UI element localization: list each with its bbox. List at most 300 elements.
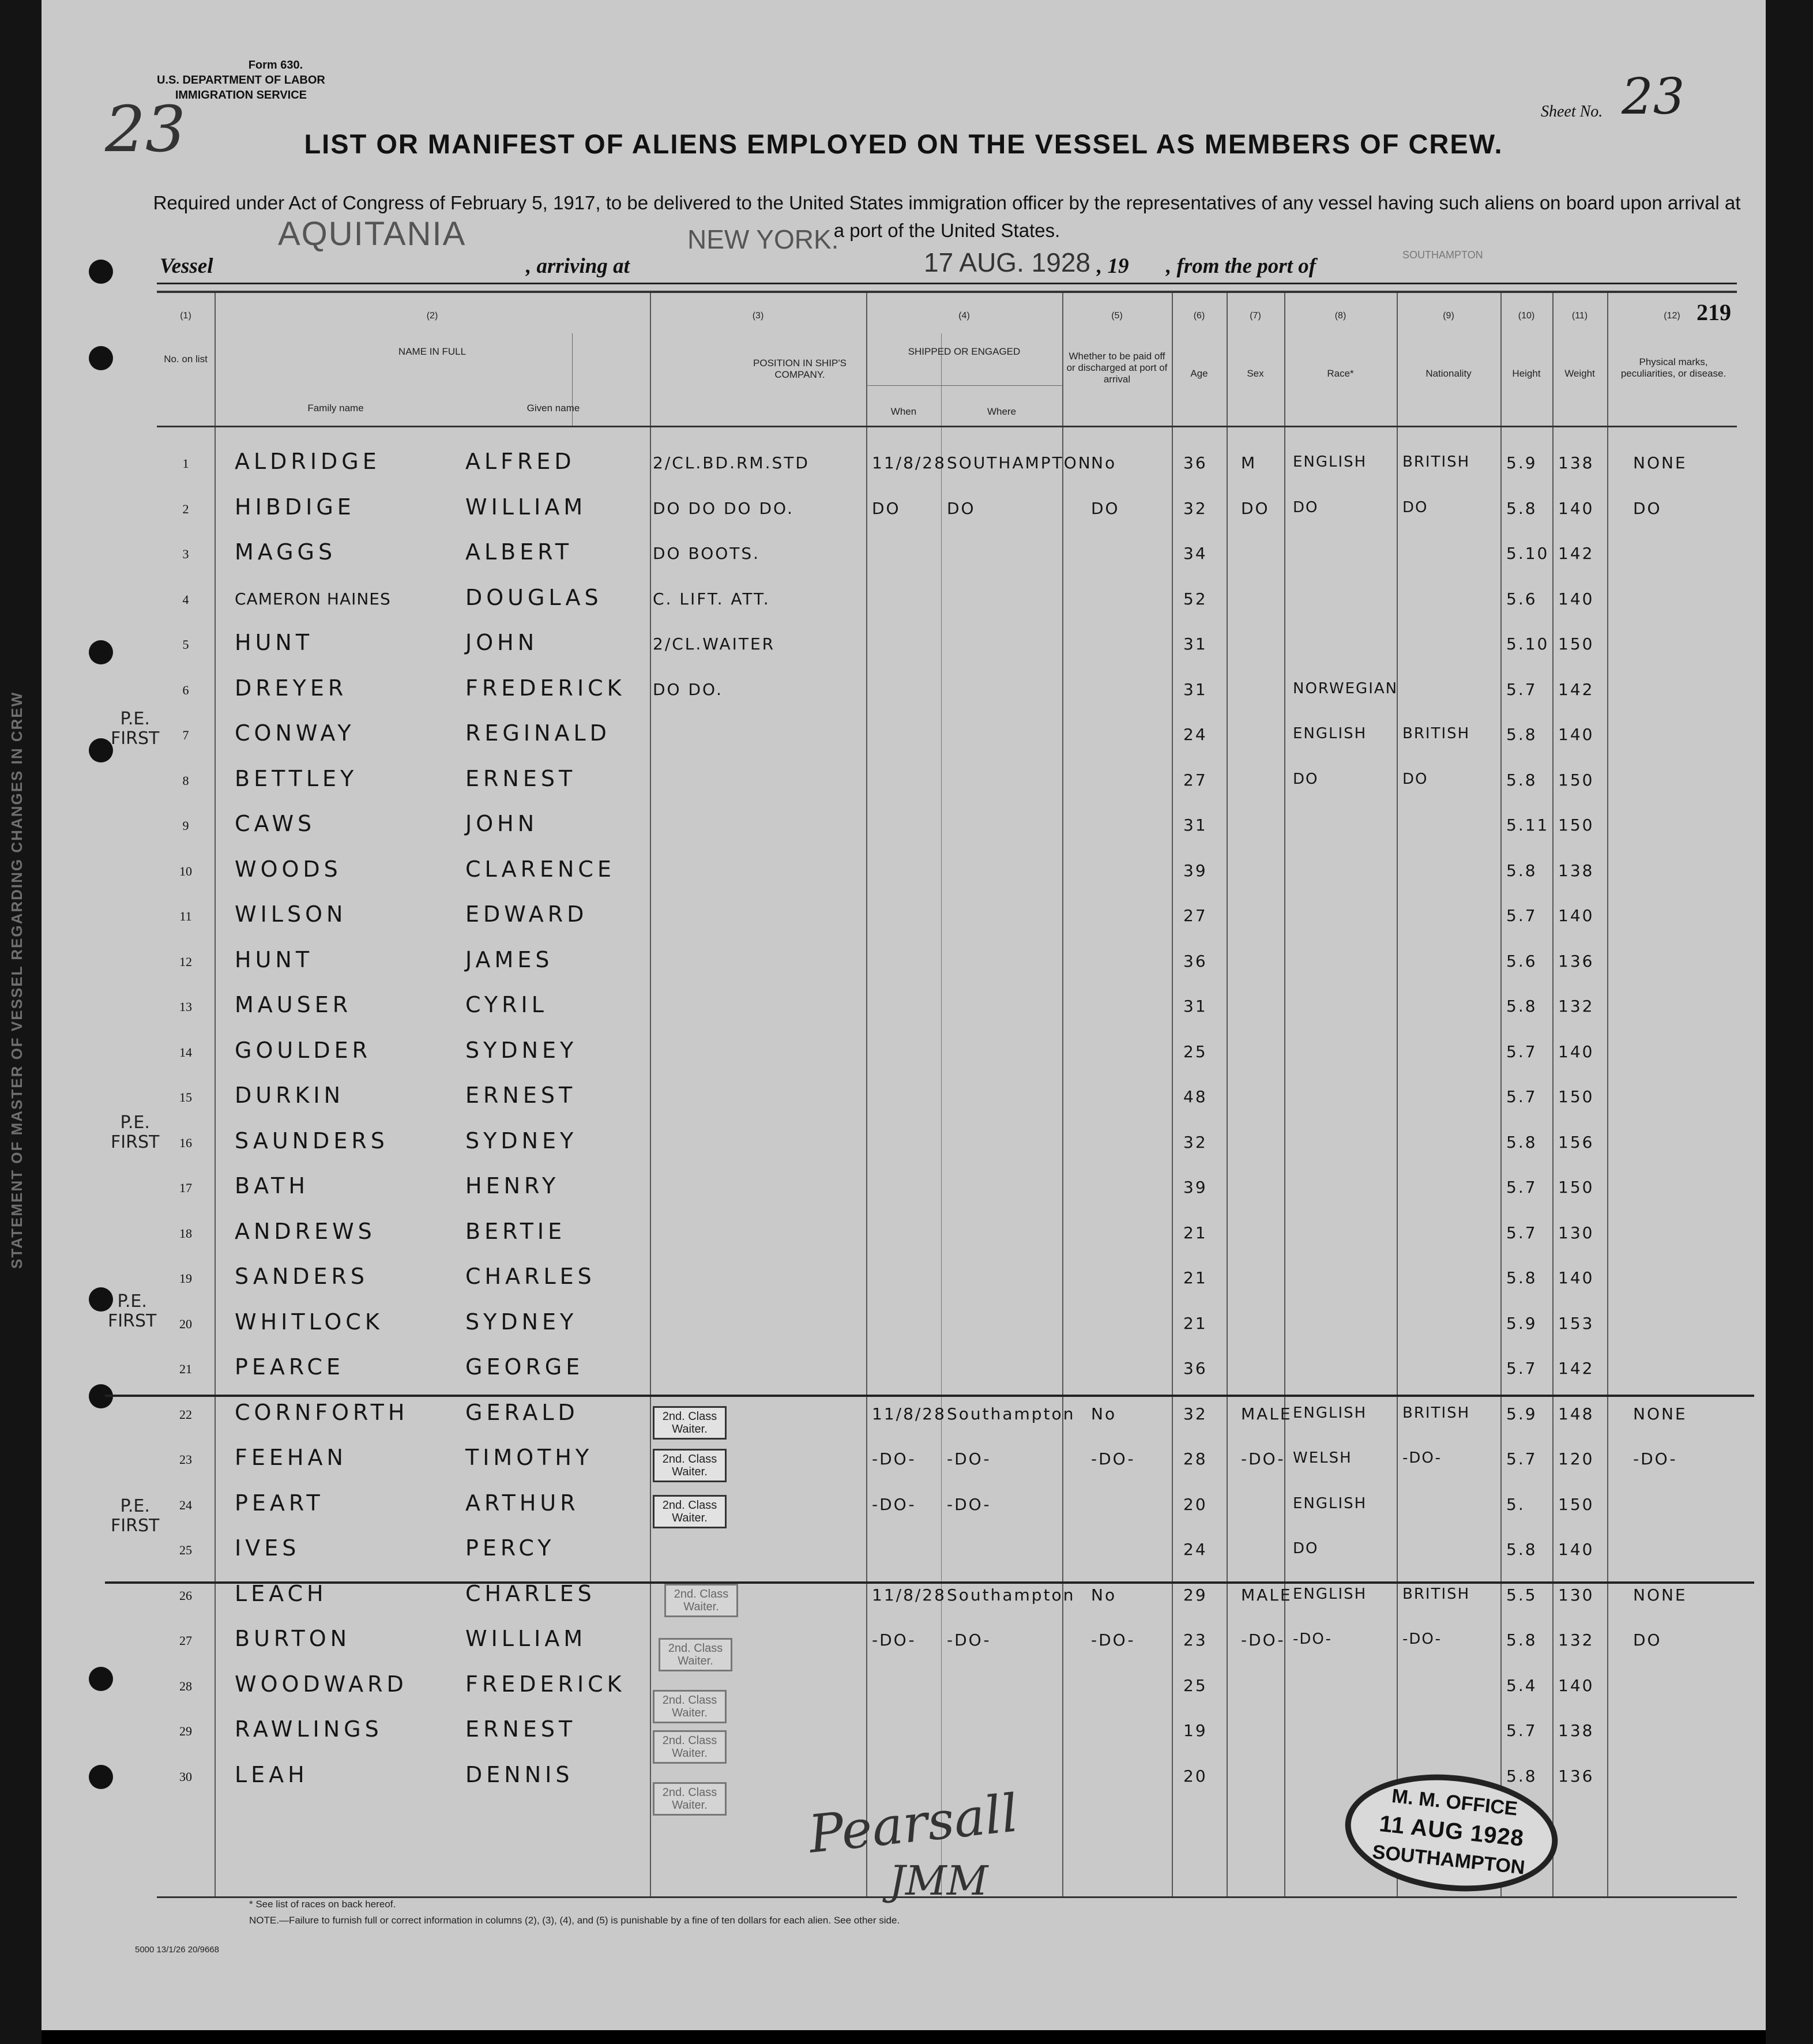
cell-height: 5.7 — [1506, 1721, 1537, 1740]
col2-given: Given name — [526, 403, 580, 414]
cell-where: -DO- — [947, 1630, 991, 1650]
col3-num: (3) — [752, 311, 764, 321]
margin-note-line: FIRST — [111, 728, 160, 749]
cell-height: 5.8 — [1506, 1268, 1537, 1287]
col9-num: (9) — [1443, 311, 1454, 321]
cell-age: 25 — [1183, 1675, 1208, 1695]
table-row — [157, 1117, 1737, 1162]
position-stamp — [653, 1690, 727, 1723]
cell-given: ALBERT — [465, 539, 573, 565]
table-row — [157, 845, 1737, 890]
cell-age: 31 — [1183, 997, 1208, 1016]
cell-when: DO — [872, 498, 901, 518]
cell-given: JOHN — [465, 811, 539, 836]
cell-age: 39 — [1183, 1178, 1208, 1197]
table-row — [157, 709, 1737, 754]
cell-height: 5.11 — [1506, 816, 1549, 835]
cell-age: 31 — [1183, 634, 1208, 653]
cell-position: 2/CL.WAITER — [653, 634, 776, 653]
cell-age: 29 — [1183, 1585, 1208, 1605]
cell-height: 5.6 — [1506, 589, 1537, 608]
cell-height: 5.8 — [1506, 1540, 1537, 1559]
cell-family: SANDERS — [235, 1264, 369, 1289]
cell-given: BERTIE — [465, 1218, 566, 1244]
margin-note-line: FIRST — [108, 1311, 157, 1331]
row-number: 19 — [179, 1271, 192, 1286]
row-number: 18 — [179, 1226, 192, 1241]
cell-given: GEORGE — [465, 1354, 584, 1380]
cell-age: 32 — [1183, 1132, 1208, 1152]
col5-header: Whether to be paid off or discharged at port of arrival — [1066, 351, 1168, 385]
col8-num: (8) — [1334, 311, 1346, 321]
arriving-port: NEW YORK. — [687, 224, 839, 254]
cell-family: ALDRIDGE — [235, 449, 381, 474]
cell-where: Southampton — [947, 1404, 1075, 1423]
punch-hole — [89, 260, 113, 284]
table-row — [157, 618, 1737, 663]
cell-age: 21 — [1183, 1313, 1208, 1333]
col4-header: SHIPPED OR ENGAGED — [908, 346, 1021, 357]
row-number: 28 — [179, 1678, 192, 1693]
cell-weight: 132 — [1558, 997, 1594, 1016]
cell-family: CAWS — [235, 811, 316, 836]
office-stamp-date: 11 AUG 1928 — [1378, 1810, 1525, 1852]
handwritten-number: 23 — [105, 92, 186, 166]
cell-family: HIBDIGE — [235, 494, 355, 520]
col2-num: (2) — [426, 311, 438, 321]
cell-weight: 150 — [1558, 816, 1594, 835]
table-row — [157, 1569, 1737, 1614]
margin-note-line: FIRST — [111, 1516, 160, 1536]
cell-age: 36 — [1183, 1359, 1208, 1378]
col12-num: (12) — [1664, 311, 1680, 321]
cell-family: HUNT — [235, 630, 314, 655]
table-row — [157, 437, 1737, 482]
cell-given: SYDNEY — [465, 1309, 578, 1335]
cell-sex: M — [1241, 453, 1257, 472]
spine-text: STATEMENT OF MASTER OF VESSEL REGARDING CHANGES IN CREW — [8, 691, 25, 1269]
cell-height: 5.8 — [1506, 1630, 1537, 1650]
row-number: 26 — [179, 1588, 192, 1603]
cell-weight: 153 — [1558, 1313, 1594, 1333]
cell-family: CONWAY — [235, 720, 355, 746]
cell-given: PERCY — [465, 1535, 555, 1561]
cell-family: SAUNDERS — [235, 1128, 389, 1153]
cell-weight: 138 — [1558, 1721, 1594, 1740]
cell-marks: DO — [1633, 498, 1662, 518]
cell-given: EDWARD — [465, 901, 588, 927]
cell-age: 24 — [1183, 1540, 1208, 1559]
cell-race: DO — [1293, 770, 1319, 788]
col1-num: (1) — [180, 311, 191, 321]
cell-when: 11/8/28 — [872, 1585, 946, 1605]
cell-age: 48 — [1183, 1087, 1208, 1106]
from-label: , from the port of — [1166, 254, 1317, 278]
cell-given: ARTHUR — [465, 1490, 580, 1516]
manifest-table — [157, 291, 1737, 1898]
row-number: 15 — [179, 1090, 192, 1104]
cell-weight: 132 — [1558, 1630, 1594, 1650]
table-row — [157, 528, 1737, 573]
punch-hole — [89, 640, 113, 664]
cell-age: 36 — [1183, 951, 1208, 971]
col4-num: (4) — [958, 311, 970, 321]
cell-height: 5.8 — [1506, 861, 1537, 880]
cell-family: IVES — [235, 1535, 300, 1561]
cell-weight: 140 — [1558, 1675, 1594, 1695]
cell-age: 32 — [1183, 498, 1208, 518]
sheet-label: Sheet No. — [1541, 103, 1603, 121]
position-stamp — [653, 1449, 727, 1482]
cell-weight: 140 — [1558, 589, 1594, 608]
stamp-line: Waiter. — [672, 1512, 708, 1524]
department: U.S. DEPARTMENT OF LABOR — [157, 74, 325, 87]
cell-height: 5.7 — [1506, 906, 1537, 925]
cell-given: ALFRED — [465, 449, 576, 474]
cell-height: 5.7 — [1506, 1359, 1537, 1378]
header-subline — [866, 385, 1062, 386]
cell-weight: 140 — [1558, 1540, 1594, 1559]
cell-race: ENGLISH — [1293, 725, 1367, 742]
col10-num: (10) — [1518, 311, 1535, 321]
cell-family: BURTON — [235, 1626, 351, 1651]
cell-height: 5.8 — [1506, 1766, 1537, 1786]
cell-age: 19 — [1183, 1721, 1208, 1740]
cell-height: 5.7 — [1506, 1223, 1537, 1242]
cell-weight: 148 — [1558, 1404, 1594, 1423]
cell-family: CORNFORTH — [235, 1399, 409, 1425]
cell-marks: DO — [1633, 1630, 1662, 1650]
row-number: 14 — [179, 1044, 192, 1059]
fine-footnote: NOTE.—Failure to furnish full or correct information in columns (2), (3), (4), and (5) is punishable by a fine of ten dollars for each alien. See other side. — [249, 1915, 900, 1926]
cell-marks: NONE — [1633, 453, 1687, 472]
cell-sex: DO — [1241, 498, 1270, 518]
margin-note-line: P.E. — [120, 709, 150, 729]
stamp-line: Waiter. — [678, 1655, 713, 1667]
table-row — [157, 935, 1737, 980]
manifest-page — [42, 0, 1766, 2030]
cell-family: FEEHAN — [235, 1445, 347, 1470]
table-row — [157, 1162, 1737, 1207]
table-row — [157, 890, 1737, 935]
col7-header: Sex — [1247, 368, 1264, 379]
row-number: 8 — [182, 773, 189, 788]
sheet-total: 219 — [1697, 299, 1731, 325]
cell-when: -DO- — [872, 1494, 916, 1514]
col1-header: No. on list — [164, 354, 208, 365]
cell-where: -DO- — [947, 1494, 991, 1514]
cell-age: 21 — [1183, 1223, 1208, 1242]
cell-where: SOUTHAMPTON — [947, 453, 1092, 472]
col7-num: (7) — [1250, 311, 1261, 321]
cell-family: MAUSER — [235, 992, 352, 1017]
cell-given: WILLIAM — [465, 494, 587, 520]
cell-weight: 136 — [1558, 951, 1594, 971]
office-stamp-place: SOUTHAMPTON — [1371, 1840, 1526, 1879]
cell-given: ERNEST — [465, 1083, 577, 1108]
cell-paid: No — [1091, 453, 1117, 472]
cell-age: 23 — [1183, 1630, 1208, 1650]
stamp-line: Waiter. — [683, 1600, 719, 1613]
row-number: 20 — [179, 1316, 192, 1331]
margin-note — [111, 709, 159, 749]
margin-note — [108, 1292, 156, 1331]
cell-age: 24 — [1183, 725, 1208, 744]
table-row — [157, 980, 1737, 1025]
col12-header: Physical marks, peculiarities, or disease. — [1620, 356, 1727, 379]
cell-weight: 150 — [1558, 634, 1594, 653]
office-stamp-title: M. M. OFFICE — [1390, 1784, 1519, 1820]
cell-age: 31 — [1183, 816, 1208, 835]
page-title: LIST OR MANIFEST OF ALIENS EMPLOYED ON THE VESSEL AS MEMBERS OF CREW. — [304, 129, 1503, 159]
cell-weight: 140 — [1558, 725, 1594, 744]
cell-family: CAMERON HAINES — [235, 589, 391, 608]
col8-header: Race* — [1327, 368, 1354, 379]
cell-marks: NONE — [1633, 1404, 1687, 1423]
cell-position: DO DO DO DO. — [653, 498, 794, 518]
row-number: 29 — [179, 1724, 192, 1738]
cell-weight: 140 — [1558, 1268, 1594, 1287]
cell-where: Southampton — [947, 1585, 1075, 1605]
signature: Pearsall — [806, 1783, 1021, 1865]
cell-height: 5.8 — [1506, 498, 1537, 518]
stamp-line: Waiter. — [672, 1423, 708, 1436]
cell-given: DENNIS — [465, 1761, 574, 1787]
cell-nationality: BRITISH — [1402, 725, 1470, 742]
cell-marks: NONE — [1633, 1585, 1687, 1605]
cell-race: NORWEGIAN — [1293, 679, 1398, 697]
row-number: 12 — [179, 954, 192, 969]
col2-header: NAME IN FULL — [398, 346, 467, 357]
cell-age: 25 — [1183, 1042, 1208, 1061]
row-number: 9 — [182, 818, 189, 833]
row-number: 23 — [179, 1452, 192, 1467]
vessel-name: AQUITANIA — [278, 215, 467, 253]
cell-race: ENGLISH — [1293, 453, 1367, 471]
cell-position: DO BOOTS. — [653, 544, 761, 563]
cell-race: DO — [1293, 1540, 1319, 1557]
stamp-line: 2nd. Class — [662, 1453, 717, 1466]
table-row — [157, 573, 1737, 618]
margin-note-line: P.E. — [120, 1496, 150, 1516]
cell-height: 5.9 — [1506, 1313, 1537, 1333]
sheet-number: 23 — [1622, 68, 1685, 126]
col6-header: Age — [1190, 368, 1208, 379]
position-stamp — [653, 1730, 727, 1764]
cell-sex: MALE — [1241, 1585, 1292, 1605]
cell-age: 21 — [1183, 1268, 1208, 1287]
vessel-label: Vessel — [160, 254, 213, 278]
position-stamp — [659, 1638, 732, 1671]
cell-when: 11/8/28 — [872, 1404, 946, 1423]
cell-nationality: BRITISH — [1402, 453, 1470, 471]
cell-given: WILLIAM — [465, 1626, 587, 1651]
stamp-line: Waiter. — [672, 1799, 708, 1812]
strikethrough-line — [105, 1395, 1754, 1397]
table-row — [157, 1660, 1737, 1705]
row-number: 21 — [179, 1362, 192, 1376]
cell-height: 5.9 — [1506, 453, 1537, 472]
cell-where: -DO- — [947, 1449, 991, 1468]
row-number: 1 — [182, 456, 189, 471]
row-number: 22 — [179, 1407, 192, 1422]
col9-header: Nationality — [1425, 368, 1472, 379]
cell-age: 34 — [1183, 544, 1208, 563]
cell-when: -DO- — [872, 1630, 916, 1650]
cell-family: MAGGS — [235, 539, 337, 565]
stamp-line: 2nd. Class — [662, 1734, 717, 1747]
cell-position: DO DO. — [653, 679, 723, 699]
col2-family: Family name — [307, 403, 364, 414]
position-stamp — [653, 1782, 727, 1816]
cell-family: WHITLOCK — [235, 1309, 383, 1335]
cell-race: ENGLISH — [1293, 1404, 1367, 1422]
cell-weight: 150 — [1558, 1494, 1594, 1514]
col11-header: Weight — [1564, 368, 1595, 379]
cell-family: DREYER — [235, 675, 348, 701]
row-number: 5 — [182, 637, 189, 652]
year-label: , 19 — [1097, 254, 1129, 278]
strikethrough-line — [105, 1581, 1754, 1584]
row-number: 17 — [179, 1181, 192, 1195]
col5-num: (5) — [1111, 311, 1123, 321]
row-number: 24 — [179, 1497, 192, 1512]
col3-header: POSITION IN SHIP'S COMPANY. — [753, 358, 847, 380]
cell-given: CLARENCE — [465, 856, 615, 882]
cell-age: 31 — [1183, 679, 1208, 699]
stamp-line: 2nd. Class — [674, 1588, 729, 1600]
cell-age: 27 — [1183, 906, 1208, 925]
punch-hole — [89, 346, 113, 370]
position-stamp — [653, 1406, 727, 1440]
punch-hole — [89, 1765, 113, 1789]
row-number: 11 — [179, 909, 192, 923]
cell-family: LEAH — [235, 1761, 309, 1787]
cell-given: FREDERICK — [465, 1671, 626, 1697]
cell-given: DOUGLAS — [465, 584, 603, 610]
table-row — [157, 1343, 1737, 1388]
page-subtitle: Required under Act of Congress of February 5, 1917, to be delivered to the United States immigration officer by the representatives of any vessel having such aliens on board upon arrival at a port of the United States. — [153, 192, 1741, 241]
cell-sex: -DO- — [1241, 1630, 1285, 1650]
cell-given: HENRY — [465, 1173, 560, 1198]
cell-paid: No — [1091, 1585, 1117, 1605]
cell-when: 11/8/28 — [872, 453, 946, 472]
table-row — [157, 754, 1737, 799]
cell-weight: 140 — [1558, 1042, 1594, 1061]
table-row — [157, 1207, 1737, 1252]
cell-weight: 138 — [1558, 861, 1594, 880]
cell-family: RAWLINGS — [235, 1716, 383, 1742]
cell-given: GERALD — [465, 1399, 579, 1425]
cell-given: SYDNEY — [465, 1037, 578, 1063]
cell-weight: 138 — [1558, 453, 1594, 472]
form-number: Form 630. — [248, 59, 303, 72]
table-row — [157, 1252, 1737, 1297]
table-row — [157, 1298, 1737, 1343]
cell-weight: 150 — [1558, 770, 1594, 790]
cell-weight: 142 — [1558, 679, 1594, 699]
cell-weight: 150 — [1558, 1178, 1594, 1197]
arrival-date: 17 AUG. 1928 — [924, 247, 1090, 277]
col6-num: (6) — [1193, 311, 1205, 321]
row-number: 10 — [179, 863, 192, 878]
row-number: 13 — [179, 1000, 192, 1014]
cell-family: HUNT — [235, 946, 314, 972]
cell-height: 5.7 — [1506, 679, 1537, 699]
cell-given: CHARLES — [465, 1264, 596, 1289]
cell-given: CHARLES — [465, 1580, 596, 1606]
cell-age: 32 — [1183, 1404, 1208, 1423]
cell-given: JAMES — [465, 946, 554, 972]
margin-note-line: P.E. — [117, 1291, 147, 1312]
cell-height: 5.7 — [1506, 1087, 1537, 1106]
table-row — [157, 1026, 1737, 1071]
cell-family: PEART — [235, 1490, 324, 1516]
cell-given: SYDNEY — [465, 1128, 578, 1153]
cell-weight: 130 — [1558, 1223, 1594, 1242]
position-stamp — [664, 1584, 738, 1617]
cell-race: -DO- — [1293, 1630, 1332, 1648]
from-port: SOUTHAMPTON — [1402, 249, 1483, 261]
row-number: 25 — [179, 1543, 192, 1557]
cell-height: 5.7 — [1506, 1178, 1537, 1197]
stamp-line: 2nd. Class — [668, 1642, 723, 1655]
cell-nationality: -DO- — [1402, 1449, 1442, 1467]
margin-note — [111, 1497, 159, 1536]
cell-height: 5.7 — [1506, 1042, 1537, 1061]
cell-height: 5.4 — [1506, 1675, 1537, 1695]
cell-paid: DO — [1091, 498, 1120, 518]
header-separator — [157, 426, 1737, 427]
cell-weight: 136 — [1558, 1766, 1594, 1786]
service: IMMIGRATION SERVICE — [175, 89, 307, 102]
cell-age: 20 — [1183, 1766, 1208, 1786]
col4-where: Where — [987, 406, 1017, 417]
cell-when: -DO- — [872, 1449, 916, 1468]
cell-weight: 156 — [1558, 1132, 1594, 1152]
cell-family: BATH — [235, 1173, 309, 1198]
cell-height: 5.8 — [1506, 1132, 1537, 1152]
table-row — [157, 664, 1737, 709]
cell-family: ANDREWS — [235, 1218, 376, 1244]
cell-family: PEARCE — [235, 1354, 344, 1380]
col11-num: (11) — [1571, 311, 1588, 321]
table-row — [157, 1479, 1737, 1524]
cell-family: WOODWARD — [235, 1671, 408, 1697]
cell-height: 5.7 — [1506, 1449, 1537, 1468]
cell-position: 2/CL.BD.RM.STD — [653, 453, 810, 472]
row-number: 6 — [182, 682, 189, 697]
punch-hole — [89, 1667, 113, 1691]
stamp-line: 2nd. Class — [662, 1786, 717, 1799]
cell-given: REGINALD — [465, 720, 611, 746]
cell-height: 5. — [1506, 1494, 1525, 1514]
right-page-edge — [1766, 0, 1813, 2044]
cell-race: DO — [1293, 498, 1319, 516]
cell-height: 5.10 — [1506, 634, 1549, 653]
cell-weight: 142 — [1558, 544, 1594, 563]
cell-weight: 130 — [1558, 1585, 1594, 1605]
position-stamp — [653, 1495, 727, 1528]
cell-height: 5.9 — [1506, 1404, 1537, 1423]
cell-age: 27 — [1183, 770, 1208, 790]
cell-sex: -DO- — [1241, 1449, 1285, 1468]
punch-hole — [89, 738, 113, 762]
stamp-line: 2nd. Class — [662, 1694, 717, 1707]
cell-family: BETTLEY — [235, 765, 358, 791]
print-code: 5000 13/1/26 20/9668 — [135, 1945, 219, 1955]
cell-height: 5.5 — [1506, 1585, 1537, 1605]
